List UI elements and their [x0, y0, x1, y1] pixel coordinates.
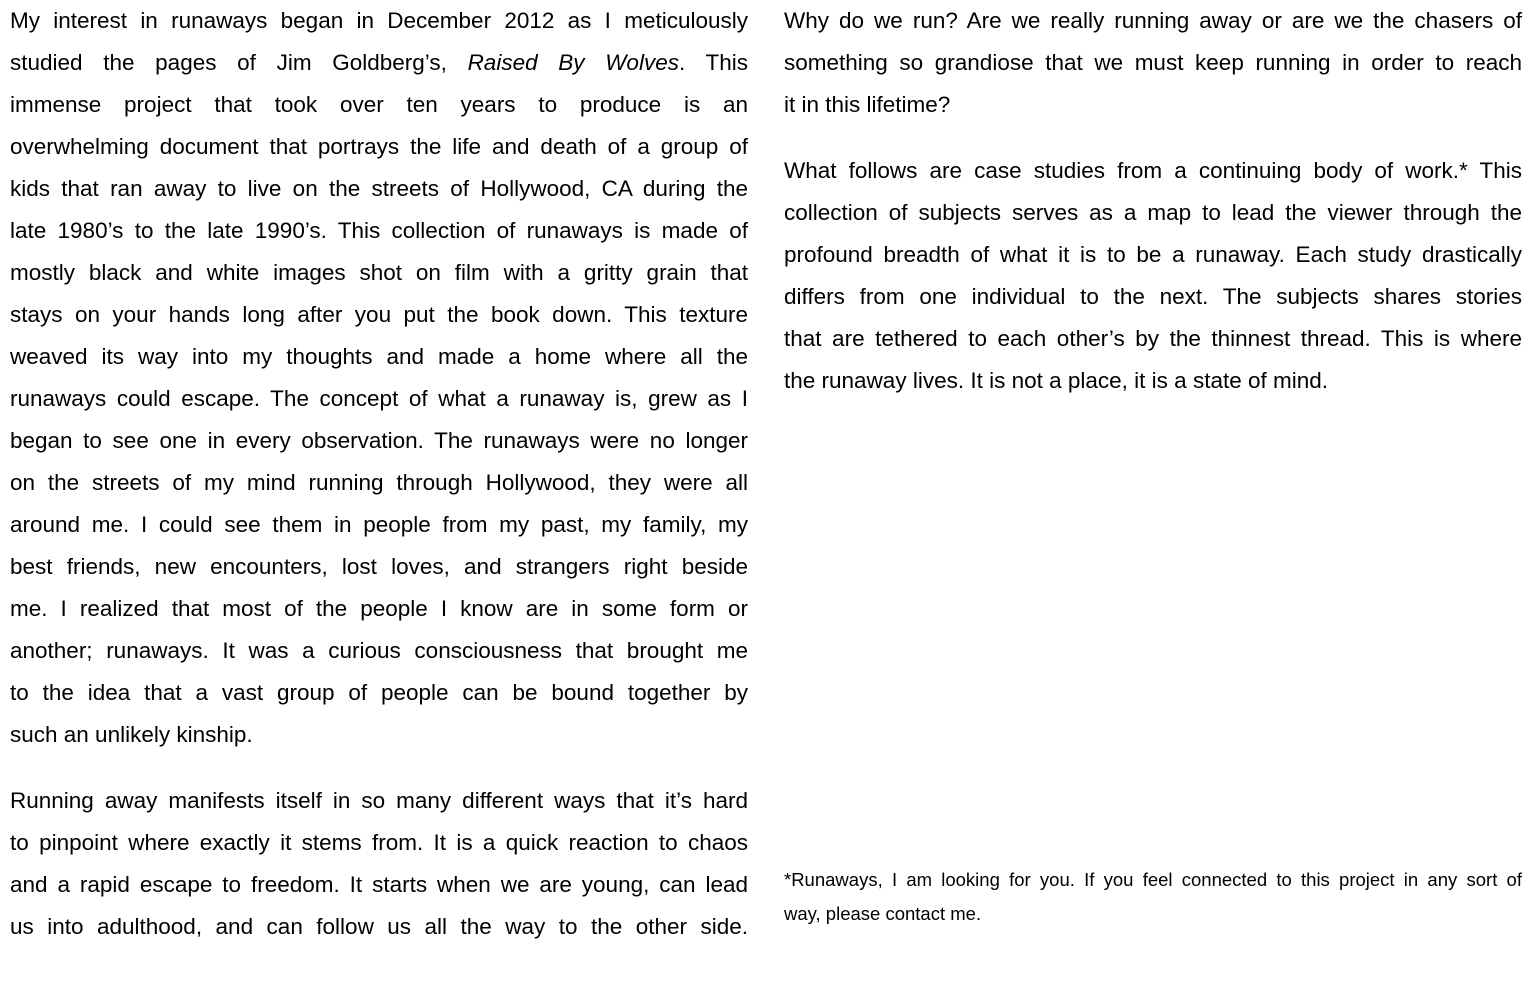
text-line: the runaway lives. It is not a place, it is a state of mind.: [784, 368, 1329, 393]
text-line: Why do we run? Are we really running away or are we the chasers of: [784, 8, 1522, 33]
text-line: mostly black and white images shot on film with a gritty grain that: [10, 260, 748, 285]
text-line: best friends, new encounters, lost loves, and strangers right beside: [10, 554, 748, 579]
text-line: stays on your hands long after you put the book down. This texture: [10, 302, 748, 327]
text-line: began to see one in every observation. The runaways were no longer: [10, 428, 748, 453]
text-line: My interest in runaways began in December 2012 as I meticulously: [10, 8, 748, 33]
text-line: kids that ran away to live on the streets of Hollywood, CA during the: [10, 176, 748, 201]
text-segment: . This: [678, 50, 748, 75]
text-line: such an unlikely kinship.: [10, 722, 253, 747]
text-line: Running away manifests itself in so many different ways that it’s hard: [10, 788, 748, 813]
text-line: to pinpoint where exactly it stems from. It is a quick reaction to chaos: [10, 830, 748, 855]
text-line: to the idea that a vast group of people can be bound together by: [10, 680, 748, 705]
text-line: runaways could escape. The concept of what a runaway is, grew as I: [10, 386, 748, 411]
text-line: late 1980’s to the late 1990’s. This collection of runaways is made of: [10, 218, 748, 243]
text-line: us into adulthood, and can follow us all the way to the other side.: [10, 914, 748, 939]
book-title: Raised By Wolves: [467, 50, 679, 75]
text-line: on the streets of my mind running through Hollywood, they were all: [10, 470, 748, 495]
left-column: [10, 0, 748, 948]
text-line: something so grandiose that we must keep running in order to reach: [784, 50, 1522, 75]
text-line: that are tethered to each other’s by the thinnest thread. This is where: [784, 326, 1522, 351]
text-line: and a rapid escape to freedom. It starts when we are young, can lead: [10, 872, 748, 897]
text-line: around me. I could see them in people from my past, my family, my: [10, 512, 748, 537]
text-line: collection of subjects serves as a map to lead the viewer through the: [784, 200, 1522, 225]
text-line: *Runaways, I am looking for you. If you feel connected to this project in any sort of: [784, 869, 1522, 890]
text-line: immense project that took over ten years to produce is an: [10, 92, 748, 117]
paragraph-why-run: [784, 0, 1522, 126]
text-line: What follows are case studies from a continuing body of work.* This: [784, 158, 1522, 183]
text-segment: studied the pages of Jim Goldberg’s,: [10, 50, 447, 75]
text-line: overwhelming document that portrays the life and death of a group of: [10, 134, 748, 159]
text-line: [10, 42, 748, 84]
text-line: weaved its way into my thoughts and made a home where all the: [10, 344, 748, 369]
text-line: another; runaways. It was a curious consciousness that brought me: [10, 638, 748, 663]
text-line: me. I realized that most of the people I know are in some form or: [10, 596, 748, 621]
paragraph-case-studies: [784, 150, 1522, 402]
text-line: profound breadth of what it is to be a runaway. Each study drastically: [784, 242, 1522, 267]
paragraph-intro: [10, 0, 748, 756]
right-column: [784, 0, 1522, 402]
text-line: differs from one individual to the next. The subjects shares stories: [784, 284, 1522, 309]
footnote: [784, 863, 1522, 931]
text-line: way, please contact me.: [784, 903, 982, 924]
text-line: it in this lifetime?: [784, 92, 951, 117]
paragraph-running-away: [10, 780, 748, 948]
